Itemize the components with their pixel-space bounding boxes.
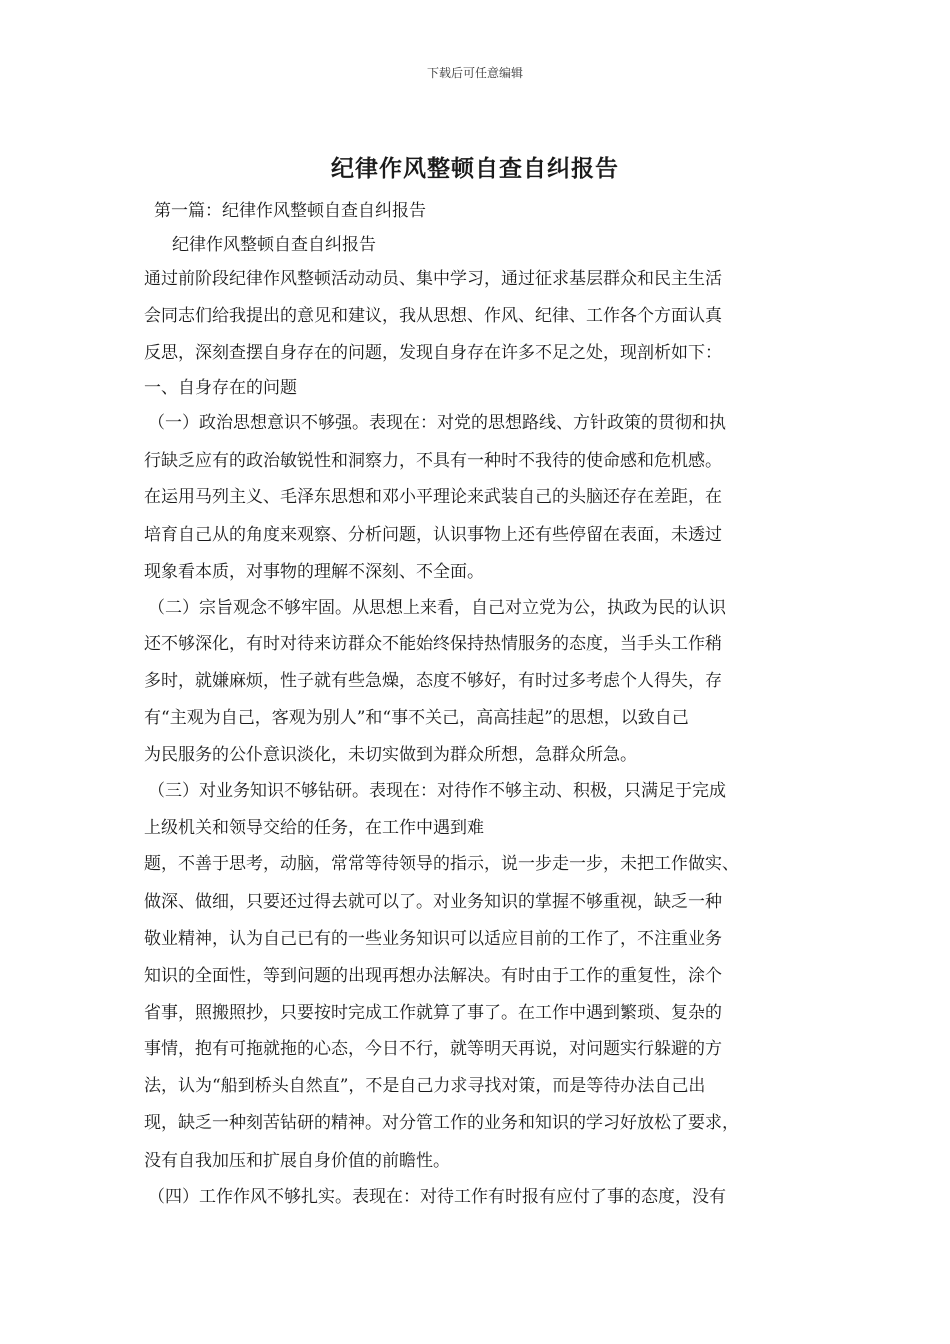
body-line: （二）宗旨观念不够牢固。从思想上来看，自己对立党为公，执政为民的认识 [148,598,726,618]
body-line: 为民服务的公仆意识淡化，未切实做到为群众所想，急群众所急。 [144,745,637,765]
body-line: 在运用马列主义、毛泽东思想和邓小平理论来武装自己的头脑还存在差距，在 [144,487,722,507]
body-line: 通过前阶段纪律作风整顿活动动员、集中学习，通过征求基层群众和民主生活 [144,269,722,289]
document-title: 纪律作风整顿自查自纠报告 [331,155,619,182]
body-line: 第一篇：纪律作风整顿自查自纠报告 [154,201,426,221]
body-line: 事情，抱有可拖就拖的心态，今日不行，就等明天再说，对问题实行躲避的方 [144,1039,722,1059]
body-line: 题，不善于思考，动脑，常常等待领导的指示，说一步走一步，未把工作做实、 [144,854,739,874]
body-line: 省事，照搬照抄，只要按时完成工作就算了事了。在工作中遇到繁琐、复杂的 [144,1003,722,1023]
body-line: 还不够深化，有时对待来访群众不能始终保持热情服务的态度，当手头工作稍 [144,634,722,654]
body-line: （一）政治思想意识不够强。表现在：对党的思想路线、方针政策的贯彻和执 [148,413,726,433]
body-line: 会同志们给我提出的意见和建议，我从思想、作风、纪律、工作各个方面认真 [144,306,722,326]
body-line: 知识的全面性，等到问题的出现再想办法解决。有时由于工作的重复性，涂个 [144,966,722,986]
body-line: 上级机关和领导交给的任务，在工作中遇到难 [144,818,484,838]
body-line: 做深、做细，只要还过得去就可以了。对业务知识的掌握不够重视，缺乏一种 [144,892,722,912]
body-line: 敬业精神，认为自己已有的一些业务知识可以适应目前的工作了，不注重业务 [144,929,722,949]
body-line: 纪律作风整顿自查自纠报告 [172,235,376,255]
body-line: 没有自我加压和扩展自身价值的前瞻性。 [144,1151,450,1171]
body-line: 法，认为“船到桥头自然直”，不是自己力求寻找对策，而是等待办法自己出 [144,1076,706,1096]
body-line: 培育自己从的角度来观察、分析问题，认识事物上还有些停留在表面，未透过 [144,525,722,545]
body-line: 行缺乏应有的政治敏锐性和洞察力，不具有一种时不我待的使命感和危机感。 [144,451,722,471]
body-line: 反思，深刻查摆自身存在的问题，发现自身存在许多不足之处，现剖析如下： [144,343,722,363]
body-line: （四）工作作风不够扎实。表现在：对待工作有时报有应付了事的态度，没有 [148,1187,726,1207]
body-line: 一、自身存在的问题 [144,378,297,398]
body-line: 有“主观为自己，客观为别人”和“事不关己，高高挂起”的思想，以致自己 [144,708,689,728]
body-line: 现象看本质，对事物的理解不深刻、不全面。 [144,562,484,582]
body-line: （三）对业务知识不够钻研。表现在：对待作不够主动、积极，只满足于完成 [148,781,726,801]
body-line: 多时，就嫌麻烦，性子就有些急燥，态度不够好，有时过多考虑个人得失，存 [144,671,722,691]
header-note: 下载后可任意编辑 [426,66,523,80]
body-line: 现，缺乏一种刻苦钻研的精神。对分管工作的业务和知识的学习好放松了要求， [144,1113,739,1133]
